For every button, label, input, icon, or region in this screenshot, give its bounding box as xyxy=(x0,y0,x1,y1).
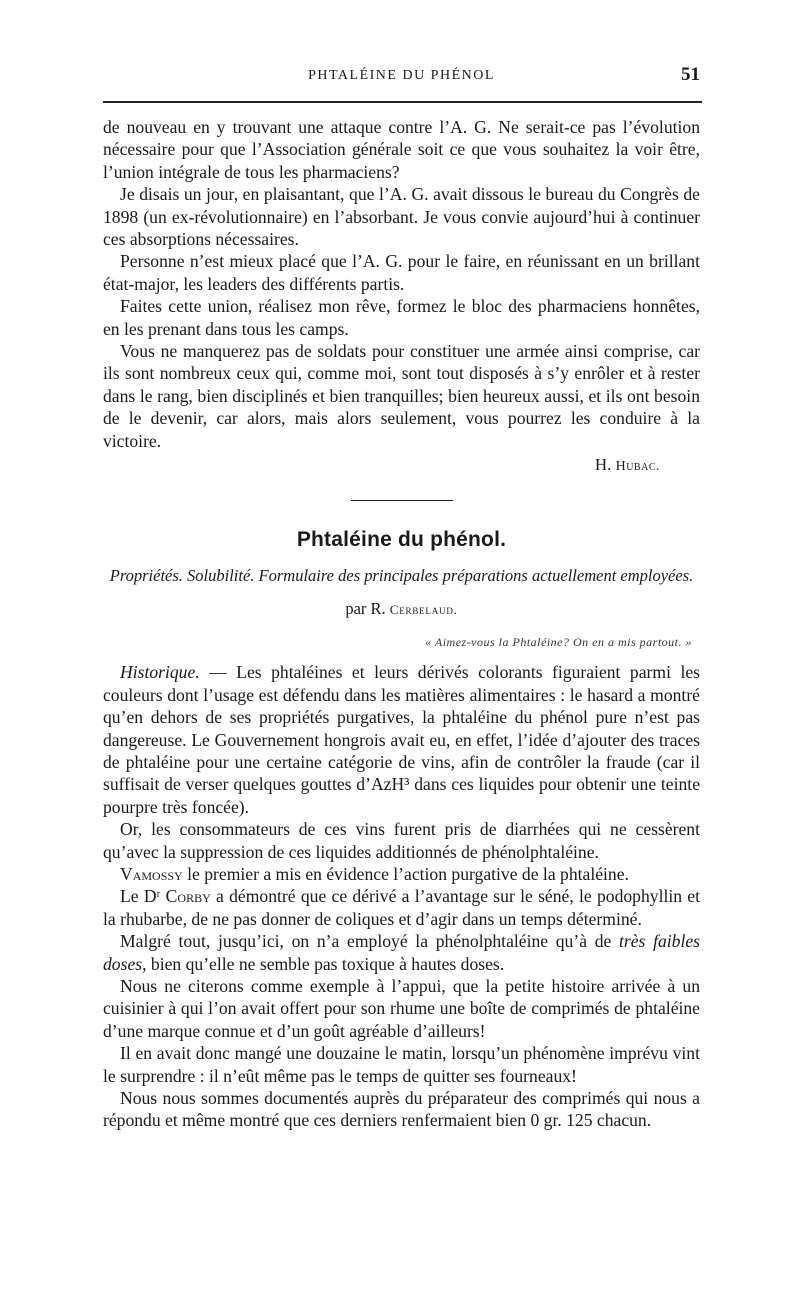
epigraph: « Aimez-vous la Phtaléine? On en a mis partout. » xyxy=(425,634,692,649)
letter-paragraph: Personne n’est mieux placé que l’A. G. pour le faire, en réunissant en un brillant état-major, les leaders des différents partis. xyxy=(103,251,700,294)
header-rule xyxy=(103,101,702,103)
signature-name: Hubac. xyxy=(615,459,660,475)
article-subtitle: Propriétés. Solubilité. Formulaire des principales préparations actuellement employées. xyxy=(109,565,694,585)
letter-conclusion xyxy=(103,116,700,479)
article-paragraph: Il en avait donc mangé une douzaine le matin, lorsqu’un phénomène imprévu vint le surprendre : il n’eût même pas le temps de quitter ses fourneaux! xyxy=(103,1043,700,1086)
paragraph-text: , bien qu’elle ne semble pas toxique à hautes doses. xyxy=(142,953,505,974)
page-header xyxy=(103,66,700,90)
article-byline xyxy=(103,598,700,621)
article-paragraph xyxy=(103,661,700,818)
signature-initial: H. xyxy=(594,455,612,475)
article-title: Phtaléine du phénol. xyxy=(296,527,507,551)
author-name: Corby xyxy=(165,886,211,907)
page-number: 51 xyxy=(681,64,700,85)
article-paragraph: Nous ne citerons comme exemple à l’appui, que la petite histoire arrivée à un cuisinier à qui l’on avait offert pour son rhume une boîte de comprimés de phtaléine d’une marque connue et d’un goût agréable d’ailleurs! xyxy=(103,976,700,1041)
letter-paragraph: Vous ne manquerez pas de soldats pour constituer une armée ainsi comprise, car ils sont nombreux ceux qui, comme moi, sont tout disposés à s’y enrôler et à rester dans le rang, bien disciplinés et bien tranquilles; bien heureux aussi, et ils ont besoin de le devenir, car alors, mais alors seulement, vous pourrez les conduire à la victoire. xyxy=(103,341,700,451)
running-title: PHTALÉINE DU PHÉNOL xyxy=(308,68,495,83)
byline-prefix: par R. xyxy=(345,598,386,618)
article-paragraph xyxy=(103,930,700,975)
letter-paragraph: de nouveau en y trouvant une attaque contre l’A. G. Ne serait-ce pas l’évolution nécessaire pour que l’Association générale soit ce que vous souhaitez la voir être, l’union intégrale de tous les pharmaciens? xyxy=(103,117,700,182)
paragraph-text: a démontré que ce dérivé a l’avantage sur le séné, le podophyllin et la rhubarbe, de ne pas donner de coliques et d’agir dans un temps déterminé. xyxy=(103,886,701,929)
letter-paragraph: Faites cette union, réalisez mon rêve, formez le bloc des pharmaciens honnêtes, en les prenant dans tous les camps. xyxy=(103,296,700,339)
section-divider xyxy=(351,500,453,501)
article-paragraph: Nous nous sommes documentés auprès du préparateur des comprimés qui nous a répondu et même montré que ces derniers renfermaient bien 0 gr. 125 chacun. xyxy=(103,1088,700,1131)
article xyxy=(103,527,700,1132)
author-name: Vamossy xyxy=(120,863,183,884)
article-paragraph xyxy=(103,885,700,930)
section-lead: Historique. xyxy=(120,662,200,683)
letter-paragraph: Je disais un jour, en plaisantant, que l’A. G. avait dissous le bureau du Congrès de 1898 (un ex-révolutionnaire) en l’absorbant. Je vous convie aujourd’hui à continuer ces absorptions nécessaires. xyxy=(103,184,700,250)
emphasis: très faibles doses xyxy=(103,931,700,974)
byline-author: Cerbelaud. xyxy=(389,601,458,617)
article-paragraph xyxy=(103,863,700,885)
page-body xyxy=(103,116,700,1132)
title-prefix: Le Dʳ xyxy=(120,886,161,907)
paragraph-text: le premier a mis en évidence l’action purgative de la phtaléine. xyxy=(182,863,629,884)
article-paragraph: Or, les consommateurs de ces vins furent pris de diarrhées qui ne cessèrent qu’avec la suppression de ces liquides additionnés de phénolphtaléine. xyxy=(103,819,700,862)
paragraph-text: — Les phtaléines et leurs dérivés colorants figuraient parmi les couleurs dont l’usage est défendu dans les matières alimentaires : le hasard a montré qu’en dehors de ses propriétés purgatives, la phtaléine du phénol pure n’est pas dangereuse. Le Gouvernement hongrois avait eu, en effet, l’idée d’ajouter des traces de phtaléine pour une certaine catégorie de vins, afin de contrôler la fraude (car il suffisait de verser quelques gouttes d’AzH³ dans ces liquides pour obtenir une teinte pourpre très foncée). xyxy=(103,662,700,817)
paragraph-text: Malgré tout, jusqu’ici, on n’a employé la phénolphtaléine qu’à de xyxy=(120,931,619,952)
letter-signature xyxy=(103,454,660,478)
